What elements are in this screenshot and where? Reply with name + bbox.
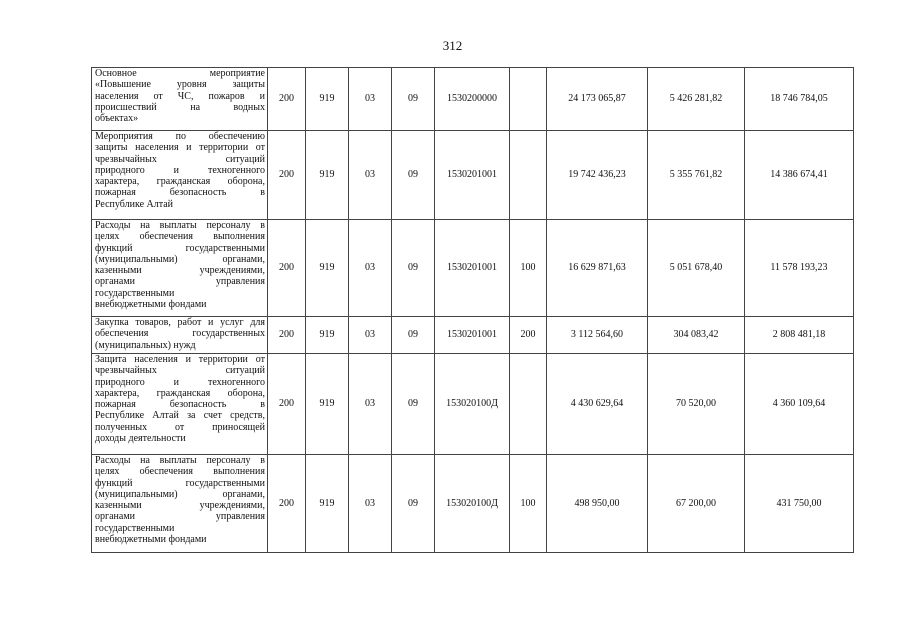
- row-name-line: внебюджетными фондами: [95, 534, 207, 546]
- row-name-line: происшествий на водных: [95, 101, 265, 113]
- cell-ministry: 919: [306, 455, 349, 553]
- cell-total: 498 950,00: [547, 455, 648, 553]
- cell-total: 19 742 436,23: [547, 131, 648, 220]
- row-name-line: Мероприятия по обеспечению: [95, 131, 265, 142]
- row-name-line: Основное мероприятие: [95, 68, 265, 79]
- cell-federal: 5 051 678,40: [648, 220, 745, 317]
- row-name: [92, 354, 268, 455]
- cell-ministry: 919: [306, 354, 349, 455]
- row-name-line: Защита населения и территории от: [95, 354, 265, 365]
- cell-ministry: 919: [306, 68, 349, 131]
- row-name-line: государственными: [95, 522, 175, 534]
- cell-section: 03: [349, 131, 392, 220]
- cell-subsection: 09: [392, 68, 435, 131]
- table-row: [92, 68, 854, 131]
- row-name: [92, 131, 268, 220]
- row-name-line: чрезвычайных ситуаций: [95, 153, 265, 165]
- budget-table: [91, 67, 854, 553]
- cell-expense-type: 200: [510, 317, 547, 354]
- cell-admin: 200: [268, 455, 306, 553]
- cell-ministry: 919: [306, 220, 349, 317]
- row-name-line: внебюджетными фондами: [95, 299, 207, 311]
- table-body: [92, 68, 854, 553]
- cell-section: 03: [349, 455, 392, 553]
- row-name-line: казенными учреждениями,: [95, 265, 265, 277]
- cell-federal: 304 083,42: [648, 317, 745, 354]
- cell-expense-type: [510, 131, 547, 220]
- row-name-line: характера, гражданская оборона,: [95, 387, 265, 399]
- cell-subsection: 09: [392, 354, 435, 455]
- cell-section: 03: [349, 68, 392, 131]
- cell-target: 1530201001: [435, 131, 510, 220]
- row-name-line: органами управления: [95, 276, 265, 288]
- row-name-line: (муниципальных) нужд: [95, 339, 196, 351]
- table-row: [92, 354, 854, 455]
- table-row: [92, 131, 854, 220]
- row-name-line: характера, гражданская оборона,: [95, 176, 265, 188]
- row-name-line: функций государственными: [95, 477, 265, 489]
- cell-expense-type: 100: [510, 455, 547, 553]
- row-name-line: целях обеспечения выполнения: [95, 466, 265, 478]
- row-name-line: Республике Алтай за счет средств,: [95, 410, 265, 422]
- cell-total: 4 430 629,64: [547, 354, 648, 455]
- table-row: [92, 220, 854, 317]
- row-name-line: природного и техногенного: [95, 376, 265, 388]
- row-name-line: (муниципальными) органами,: [95, 488, 265, 500]
- row-name-line: пожарная безопасность в: [95, 187, 265, 199]
- cell-admin: 200: [268, 317, 306, 354]
- cell-federal: 5 426 281,82: [648, 68, 745, 131]
- row-name-line: государственными: [95, 287, 175, 299]
- cell-expense-type: [510, 354, 547, 455]
- cell-section: 03: [349, 317, 392, 354]
- row-name-line: Расходы на выплаты персоналу в: [95, 455, 265, 466]
- cell-subsection: 09: [392, 220, 435, 317]
- row-name-line: обеспечения государственных: [95, 328, 265, 340]
- row-name-line: казенными учреждениями,: [95, 500, 265, 512]
- row-name-line: полученных от приносящей: [95, 421, 265, 433]
- cell-regional: 14 386 674,41: [745, 131, 854, 220]
- row-name: [92, 317, 268, 354]
- row-name-line: населения от ЧС, пожаров и: [95, 90, 265, 102]
- cell-total: 16 629 871,63: [547, 220, 648, 317]
- cell-ministry: 919: [306, 131, 349, 220]
- cell-subsection: 09: [392, 455, 435, 553]
- cell-regional: 431 750,00: [745, 455, 854, 553]
- row-name-line: функций государственными: [95, 242, 265, 254]
- cell-target: 1530201001: [435, 317, 510, 354]
- cell-subsection: 09: [392, 317, 435, 354]
- cell-section: 03: [349, 220, 392, 317]
- row-name-line: пожарная безопасность в: [95, 399, 265, 411]
- cell-regional: 11 578 193,23: [745, 220, 854, 317]
- cell-regional: 2 808 481,18: [745, 317, 854, 354]
- cell-target: 1530200000: [435, 68, 510, 131]
- row-name: [92, 455, 268, 553]
- row-name-line: Закупка товаров, работ и услуг для: [95, 317, 265, 328]
- cell-admin: 200: [268, 131, 306, 220]
- cell-admin: 200: [268, 354, 306, 455]
- cell-total: 24 173 065,87: [547, 68, 648, 131]
- cell-admin: 200: [268, 68, 306, 131]
- row-name-line: доходы деятельности: [95, 433, 186, 445]
- cell-ministry: 919: [306, 317, 349, 354]
- cell-federal: 70 520,00: [648, 354, 745, 455]
- cell-target: 153020100Д: [435, 354, 510, 455]
- page-number: 312: [442, 38, 463, 53]
- cell-section: 03: [349, 354, 392, 455]
- cell-expense-type: [510, 68, 547, 131]
- row-name-line: объектах»: [95, 113, 139, 125]
- table-row: [92, 455, 854, 553]
- cell-target: 153020100Д: [435, 455, 510, 553]
- cell-regional: 4 360 109,64: [745, 354, 854, 455]
- table-row: [92, 317, 854, 354]
- row-name-line: чрезвычайных ситуаций: [95, 365, 265, 377]
- cell-federal: 67 200,00: [648, 455, 745, 553]
- cell-admin: 200: [268, 220, 306, 317]
- row-name-line: целях обеспечения выполнения: [95, 231, 265, 243]
- row-name: [92, 220, 268, 317]
- row-name-line: органами управления: [95, 511, 265, 523]
- cell-expense-type: 100: [510, 220, 547, 317]
- cell-total: 3 112 564,60: [547, 317, 648, 354]
- row-name-line: Республике Алтай: [95, 198, 173, 210]
- cell-regional: 18 746 784,05: [745, 68, 854, 131]
- row-name-line: «Повышение уровня защиты: [95, 79, 265, 91]
- cell-subsection: 09: [392, 131, 435, 220]
- row-name-line: защиты населения и территории от: [95, 142, 265, 154]
- row-name: [92, 68, 268, 131]
- cell-federal: 5 355 761,82: [648, 131, 745, 220]
- row-name-line: Расходы на выплаты персоналу в: [95, 220, 265, 231]
- row-name-line: (муниципальными) органами,: [95, 253, 265, 265]
- cell-target: 1530201001: [435, 220, 510, 317]
- row-name-line: природного и техногенного: [95, 164, 265, 176]
